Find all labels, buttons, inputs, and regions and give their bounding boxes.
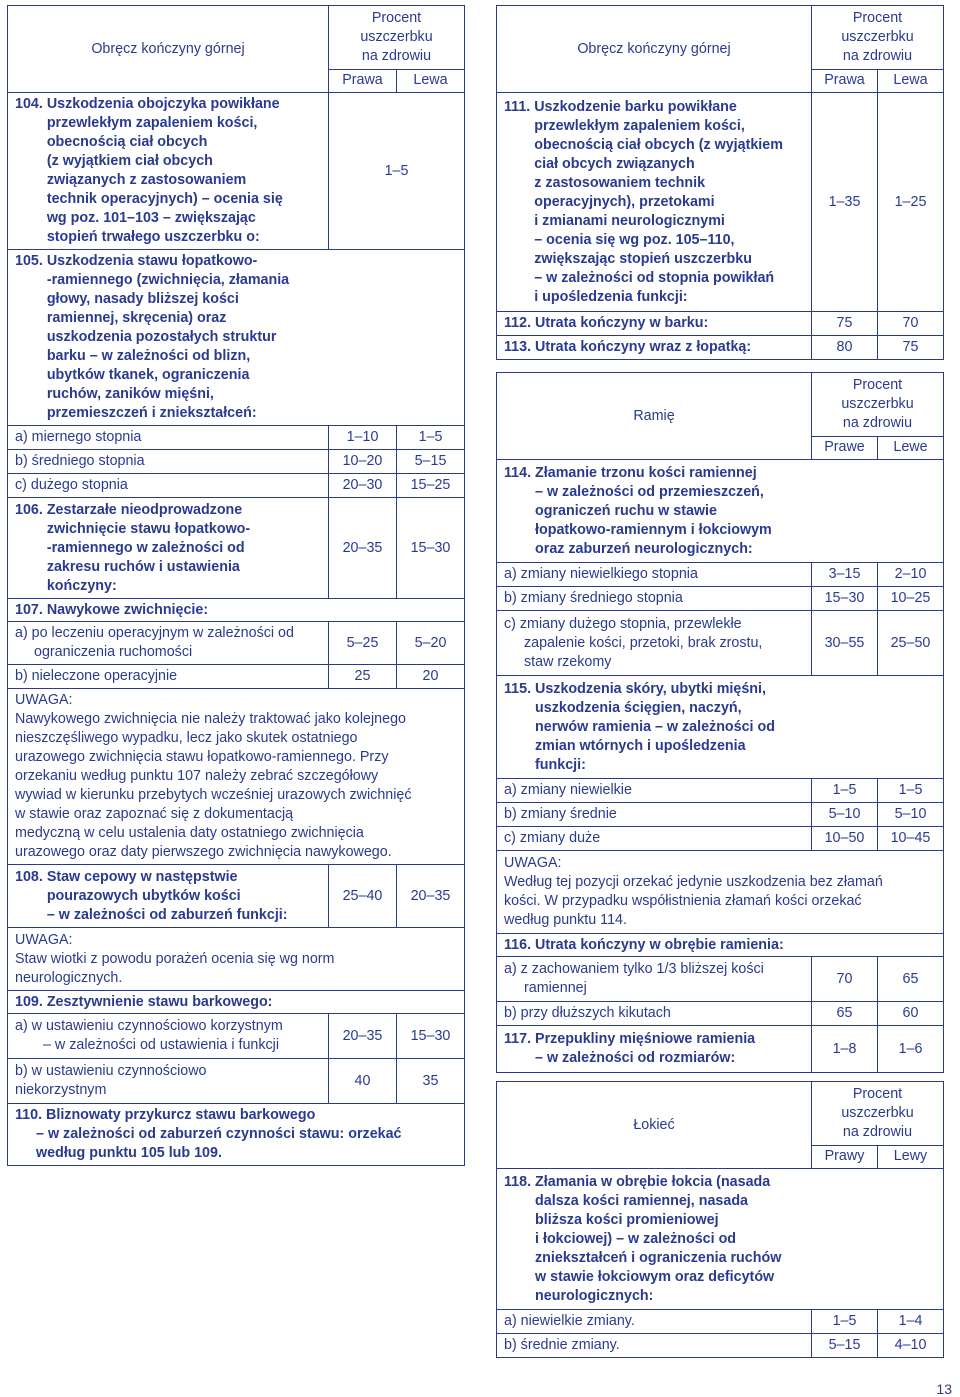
- item-109: [8, 991, 465, 1014]
- item-104-desc: [8, 93, 329, 250]
- item-number: 105.: [15, 253, 43, 269]
- row-label: b) zmiany średnie: [497, 803, 812, 827]
- text-line: oraz zaburzeń neurologicznych:: [535, 540, 753, 557]
- item-104-value: 1–5: [329, 93, 465, 250]
- text-line: – w zależności od rozmiarów:: [535, 1050, 736, 1066]
- note-box: [497, 851, 944, 934]
- row-label: [497, 957, 812, 1002]
- item-number: 118.: [504, 1173, 532, 1190]
- value-left: 35: [397, 1059, 465, 1104]
- value-right: 1–8: [812, 1026, 878, 1073]
- table-row: [8, 1059, 465, 1104]
- text-line: Staw wiotki z powodu porażeń ocenia się wg norm: [15, 950, 335, 967]
- table-row: [497, 827, 944, 851]
- item-114: [497, 460, 944, 563]
- item-number: 115.: [504, 680, 532, 697]
- text-line: według punktu 105 lub 109.: [36, 1145, 222, 1161]
- percent-header-line: Procent: [852, 9, 903, 26]
- text-line: staw rzekomy: [524, 653, 612, 670]
- row-label: b) średniego stopnia: [8, 450, 329, 474]
- text-line: (z wyjątkiem ciał obcych: [46, 153, 213, 169]
- value-right: 30–55: [812, 611, 878, 676]
- table-row: [8, 1014, 465, 1059]
- text-line: nieszczęśliwego wypadku, lecz jako skutek ostatniego: [15, 730, 358, 746]
- text-line: urazowego zwichnięcia stawu łopatkowo-ramiennego. Przy: [15, 749, 389, 765]
- value-left: 1–25: [878, 93, 944, 312]
- section-title: Łokieć: [497, 1082, 812, 1169]
- header-obrecz-row: [497, 6, 944, 70]
- note-box: [8, 928, 465, 991]
- text-line: zwichnięcie stawu łopatkowo-: [46, 520, 251, 537]
- col-right-side: Prawy: [812, 1145, 878, 1168]
- row-label: [497, 611, 812, 676]
- row-label: [8, 622, 329, 665]
- text-line: przemieszczeń i zniekształceń:: [46, 405, 257, 421]
- right-table-obrecz: [496, 5, 944, 360]
- value-right: 75: [812, 312, 878, 336]
- value-right: 65: [812, 1002, 878, 1026]
- text-line: Nawykowego zwichnięcia nie należy traktować jako kolejnego: [15, 711, 406, 727]
- text-line: – w zależności od ustawienia i funkcji: [43, 1037, 280, 1053]
- text-line: operacyjnych), przetokami: [534, 193, 715, 210]
- right-table-ramie: [496, 372, 944, 1073]
- percent-header-line: uszczerbku: [841, 1104, 914, 1121]
- value-left: 20: [397, 665, 465, 689]
- text-line: funkcji:: [535, 756, 586, 773]
- left-column: [7, 5, 464, 1166]
- item-title: Zesztywnienie stawu barkowego:: [46, 993, 273, 1010]
- row-label: a) zmiany niewielkie: [497, 779, 812, 803]
- table-row: [497, 803, 944, 827]
- value-right: 1–10: [329, 426, 397, 450]
- text-line: nerwów ramienia – w zależności od: [535, 718, 775, 735]
- row-label: b) zmiany średniego stopnia: [497, 587, 812, 611]
- table-row: [497, 957, 944, 1002]
- value-left: 65: [878, 957, 944, 1002]
- text-line: c) zmiany dużego stopnia, przewlekłe: [504, 615, 742, 632]
- text-line: obecnością ciał obcych (z wyjątkiem: [534, 136, 783, 153]
- row-label: [8, 1059, 329, 1104]
- item-110: [8, 1104, 465, 1166]
- item-title: Utrata kończyny wraz z łopatką:: [535, 339, 752, 355]
- text-line: przewlekłym zapaleniem kości,: [534, 117, 745, 134]
- item-107-title: [8, 599, 465, 622]
- item-number: 116.: [504, 936, 532, 953]
- value-left: 1–6: [878, 1026, 944, 1073]
- item-number: 104.: [15, 96, 43, 112]
- text-line: i zmianami neurologicznymi: [534, 212, 725, 229]
- text-line: b) w ustawieniu czynnościowo: [15, 1063, 207, 1079]
- note-title: UWAGA:: [15, 931, 73, 948]
- table-row: [8, 426, 465, 450]
- col-right-side: Prawa: [329, 69, 397, 92]
- text-line: pourazowych ubytków kości: [46, 887, 241, 904]
- text-line: -ramiennego w zależności od: [46, 539, 245, 556]
- text-line: niekorzystnym: [15, 1082, 107, 1098]
- value-right: 1–35: [812, 93, 878, 312]
- value-left: 2–10: [878, 563, 944, 587]
- text-line: uszkodzenia ścięgien, naczyń,: [535, 699, 742, 716]
- text-line: Przepukliny mięśniowe ramienia: [535, 1031, 756, 1047]
- item-109-title: [8, 991, 465, 1014]
- col-left-side: Lewa: [878, 69, 944, 92]
- section-title: Ramię: [497, 373, 812, 460]
- percent-header-line: na zdrowiu: [361, 47, 432, 64]
- value-left: 70: [878, 312, 944, 336]
- text-line: ubytków tkanek, ograniczenia: [46, 367, 250, 383]
- value-right: 80: [812, 336, 878, 360]
- right-table-lokiec: [496, 1081, 944, 1358]
- percent-header-line: uszczerbku: [360, 28, 433, 45]
- row-label: c) dużego stopnia: [8, 474, 329, 498]
- col-right-side: Prawa: [812, 69, 878, 92]
- note-title: UWAGA:: [15, 692, 73, 708]
- text-line: Zestarzałe nieodprowadzone: [46, 501, 243, 518]
- header-ramie-row: [497, 373, 944, 437]
- text-line: kości. W przypadku współistnienia złamań kości orzekać: [504, 893, 862, 909]
- text-line: barku – w zależności od blizn,: [46, 348, 251, 364]
- text-line: obecnością ciał obcych: [46, 134, 208, 150]
- text-line: – w zależności od zaburzeń czynności stawu: orzekać: [36, 1126, 402, 1142]
- item-105: [8, 250, 465, 426]
- text-line: neurologicznych:: [535, 1287, 654, 1304]
- item-number: 108.: [15, 868, 43, 885]
- percent-header-line: na zdrowiu: [842, 414, 913, 431]
- percent-header-line: Procent: [852, 1085, 903, 1102]
- note-box: [8, 689, 465, 865]
- value-right: 40: [329, 1059, 397, 1104]
- note-107: [8, 689, 465, 865]
- note-title: UWAGA:: [504, 855, 562, 871]
- item-117-desc: [497, 1026, 812, 1073]
- text-line: Złamanie trzonu kości ramiennej: [535, 464, 757, 481]
- col-left-side: Lewy: [878, 1145, 944, 1168]
- text-line: – w zależności od zaburzeń funkcji:: [46, 906, 288, 923]
- item-title: Nawykowe zwichnięcie:: [46, 601, 209, 618]
- item-110-desc: [8, 1104, 465, 1166]
- item-number: 107.: [15, 601, 43, 618]
- text-line: zakresu ruchów i ustawienia: [46, 558, 240, 575]
- value-left: 25–50: [878, 611, 944, 676]
- value-right: 5–10: [812, 803, 878, 827]
- table-row: [497, 1002, 944, 1026]
- section-title: Obręcz kończyny górnej: [8, 6, 329, 93]
- text-line: technik operacyjnych) – ocenia się: [46, 191, 283, 207]
- row-label: [8, 1014, 329, 1059]
- col-left-side: Lewa: [397, 69, 465, 92]
- text-line: zwiększając stopień uszczerbku: [534, 250, 752, 267]
- item-117: [497, 1026, 944, 1073]
- text-line: związanych z zastosowaniem: [46, 172, 247, 188]
- value-right: 25: [329, 665, 397, 689]
- item-115-desc: [497, 676, 944, 779]
- item-108: [8, 865, 465, 928]
- value-left: 20–35: [397, 865, 465, 928]
- item-111: [497, 93, 944, 312]
- text-line: medyczną w celu ustalenia daty ostatniego zwichnięcia: [15, 825, 364, 841]
- text-line: i łokciowej) – w zależności od: [535, 1230, 737, 1247]
- item-115: [497, 676, 944, 779]
- text-line: zapalenie kości, przetoki, brak zrostu,: [524, 634, 763, 651]
- value-right: 10–20: [329, 450, 397, 474]
- item-number: 112.: [504, 315, 532, 331]
- header-lokiec-row: [497, 1082, 944, 1146]
- table-row: [497, 1334, 944, 1358]
- item-112: [497, 312, 944, 336]
- item-number: 110.: [15, 1107, 43, 1123]
- left-table: [7, 5, 465, 1166]
- item-number: 111.: [504, 98, 531, 115]
- item-title: Utrata kończyny w obrębie ramienia:: [535, 936, 784, 953]
- table-row: [497, 587, 944, 611]
- text-line: wg poz. 101–103 – zwiększając: [46, 210, 256, 226]
- item-113-desc: [497, 336, 812, 360]
- item-number: 113.: [504, 339, 532, 355]
- text-line: ciał obcych związanych: [534, 155, 695, 172]
- item-105-desc: [8, 250, 465, 426]
- text-line: ruchów, zaników mięśni,: [46, 386, 214, 402]
- value-left: 10–25: [878, 587, 944, 611]
- table-row: [8, 665, 465, 689]
- item-107: [8, 599, 465, 622]
- value-left: 60: [878, 1002, 944, 1026]
- item-title: Utrata kończyny w barku:: [535, 315, 709, 331]
- percent-header-line: uszczerbku: [841, 28, 914, 45]
- item-111-desc: [497, 93, 812, 312]
- text-line: Uszkodzenie barku powikłane: [534, 98, 737, 115]
- item-number: 114.: [504, 464, 532, 481]
- value-left: 5–15: [397, 450, 465, 474]
- text-line: ograniczeń ruchu w stawie: [535, 502, 717, 519]
- text-line: zmian wtórnych i upośledzenia: [535, 737, 746, 754]
- text-line: ramiennej, skręcenia) oraz: [46, 310, 227, 326]
- percent-header: [812, 6, 944, 70]
- text-line: a) w ustawieniu czynnościowo korzystnym: [15, 1018, 283, 1034]
- item-number: 106.: [15, 501, 43, 518]
- text-line: bliższa kości promieniowej: [535, 1211, 719, 1228]
- table-row: [8, 622, 465, 665]
- percent-header-line: Procent: [852, 376, 903, 393]
- value-left: 1–5: [878, 779, 944, 803]
- item-108-desc: [8, 865, 329, 928]
- text-line: orzekaniu według punktu 107 należy zebrać szczegółowy: [15, 768, 379, 784]
- value-left: 75: [878, 336, 944, 360]
- text-line: łopatkowo-ramiennym i łokciowym: [535, 521, 772, 538]
- value-left: 4–10: [878, 1334, 944, 1358]
- text-line: Według tej pozycji orzekać jedynie uszkodzenia bez złamań: [504, 874, 883, 890]
- value-right: 15–30: [812, 587, 878, 611]
- value-right: 1–5: [812, 779, 878, 803]
- text-line: według punktu 114.: [504, 912, 627, 928]
- right-column: [496, 5, 943, 1358]
- item-118-desc: [497, 1169, 944, 1310]
- percent-header-line: Procent: [371, 9, 422, 26]
- table-row: [497, 611, 944, 676]
- text-line: przewlekłym zapaleniem kości,: [46, 115, 258, 131]
- text-line: w stawie łokciowym oraz deficytów: [535, 1268, 775, 1285]
- item-118: [497, 1169, 944, 1310]
- col-right-side: Prawe: [812, 436, 878, 459]
- table-row: [8, 474, 465, 498]
- text-line: urazowego oraz daty pierwszego zwichnięcia nawykowego.: [15, 844, 392, 860]
- item-112-desc: [497, 312, 812, 336]
- row-label: a) niewielkie zmiany.: [497, 1310, 812, 1334]
- table-row: [497, 1310, 944, 1334]
- item-116-title: [497, 934, 944, 957]
- value-right: 20–35: [329, 1014, 397, 1059]
- table-row: [497, 563, 944, 587]
- value-left: 15–30: [397, 498, 465, 599]
- col-left-side: Lewe: [878, 436, 944, 459]
- text-line: w stawie oraz zapoznać się z dokumentacją: [15, 806, 294, 822]
- row-label: b) nieleczone operacyjnie: [8, 665, 329, 689]
- row-label: a) zmiany niewielkiego stopnia: [497, 563, 812, 587]
- text-line: a) po leczeniu operacyjnym w zależności od: [15, 625, 294, 641]
- text-line: Uszkodzenia stawu łopatkowo-: [46, 253, 258, 269]
- value-left: 15–25: [397, 474, 465, 498]
- note-108: [8, 928, 465, 991]
- percent-header-line: na zdrowiu: [842, 47, 913, 64]
- value-right: 70: [812, 957, 878, 1002]
- value-right: 5–15: [812, 1334, 878, 1358]
- text-line: zniekształceń i ograniczenia ruchów: [535, 1249, 782, 1266]
- text-line: stopień trwałego uszczerbku o:: [46, 229, 260, 245]
- section-title: Obręcz kończyny górnej: [497, 6, 812, 93]
- item-number: 117.: [504, 1031, 532, 1047]
- percent-header: [812, 1082, 944, 1146]
- item-113: [497, 336, 944, 360]
- value-left: 1–5: [397, 426, 465, 450]
- text-line: dalsza kości ramiennej, nasada: [535, 1192, 748, 1209]
- item-number: 109.: [15, 993, 43, 1010]
- text-line: i upośledzenia funkcji:: [534, 288, 688, 305]
- text-line: z zastosowaniem technik: [534, 174, 706, 191]
- table-row: [8, 450, 465, 474]
- text-line: Bliznowaty przykurcz stawu barkowego: [46, 1107, 316, 1123]
- text-line: -ramiennego (zwichnięcia, złamania: [46, 272, 290, 288]
- value-right: 5–25: [329, 622, 397, 665]
- header-obrecz-row: [8, 6, 465, 70]
- percent-header-line: uszczerbku: [841, 395, 914, 412]
- row-label: a) miernego stopnia: [8, 426, 329, 450]
- percent-header: [329, 6, 465, 70]
- row-label: c) zmiany duże: [497, 827, 812, 851]
- table-row: [497, 779, 944, 803]
- value-right: 20–35: [329, 498, 397, 599]
- value-right: 3–15: [812, 563, 878, 587]
- value-right: 20–30: [329, 474, 397, 498]
- row-label: b) przy dłuższych kikutach: [497, 1002, 812, 1026]
- value-left: 10–45: [878, 827, 944, 851]
- page-number: 13: [936, 1381, 952, 1397]
- text-line: głowy, nasady bliższej kości: [46, 291, 239, 307]
- value-right: 25–40: [329, 865, 397, 928]
- text-line: ramiennej: [524, 980, 587, 996]
- text-line: Staw cepowy w następstwie: [46, 868, 238, 885]
- value-right: 10–50: [812, 827, 878, 851]
- text-line: Złamania w obrębie łokcia (nasada: [535, 1173, 771, 1190]
- value-right: 1–5: [812, 1310, 878, 1334]
- percent-header: [812, 373, 944, 437]
- percent-header-line: na zdrowiu: [842, 1123, 913, 1140]
- text-line: kończyny:: [46, 577, 117, 594]
- value-left: 5–10: [878, 803, 944, 827]
- text-line: a) z zachowaniem tylko 1/3 bliższej kości: [504, 961, 764, 977]
- item-104: [8, 93, 465, 250]
- text-line: Uszkodzenia obojczyka powikłane: [46, 96, 280, 112]
- note-115: [497, 851, 944, 934]
- value-left: 1–4: [878, 1310, 944, 1334]
- text-line: – w zależności od stopnia powikłań: [534, 269, 775, 286]
- item-106: [8, 498, 465, 599]
- text-line: uszkodzenia pozostałych struktur: [46, 329, 277, 345]
- text-line: Uszkodzenia skóry, ubytki mięśni,: [535, 680, 766, 697]
- item-106-desc: [8, 498, 329, 599]
- item-114-desc: [497, 460, 944, 563]
- text-line: neurologicznych.: [15, 969, 123, 986]
- text-line: – w zależności od przemieszczeń,: [535, 483, 764, 500]
- row-label: b) średnie zmiany.: [497, 1334, 812, 1358]
- text-line: wywiad w kierunku przebytych wcześniej urazowych zwichnięć: [15, 787, 412, 803]
- value-left: 15–30: [397, 1014, 465, 1059]
- text-line: ograniczenia ruchomości: [34, 644, 193, 660]
- value-left: 5–20: [397, 622, 465, 665]
- text-line: – ocenia się wg poz. 105–110,: [534, 231, 735, 248]
- item-116: [497, 934, 944, 957]
